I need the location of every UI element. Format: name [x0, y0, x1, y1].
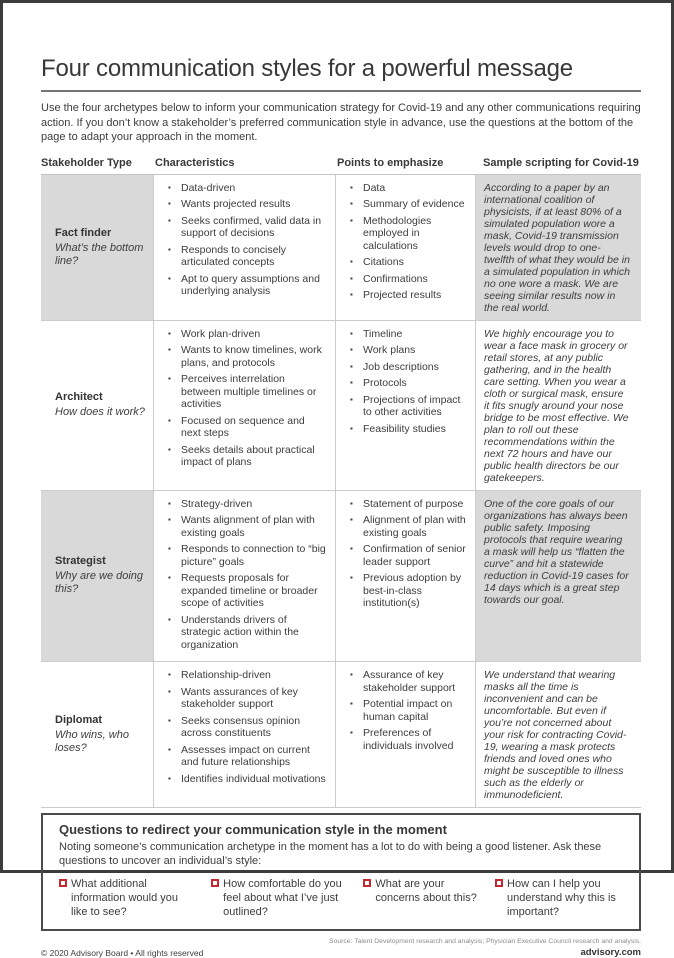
stakeholder-name: Diplomat: [55, 714, 103, 726]
question-text: How can I help you understand why this is important?: [507, 878, 616, 918]
page-content: [3, 3, 671, 931]
question-item: [495, 877, 623, 919]
bullet-item: ▪ Seeks details about practical impact of plans: [166, 444, 327, 469]
stakeholder-question: Who wins, who loses?: [55, 729, 129, 754]
points-list: [348, 498, 467, 610]
stakeholder-type-cell: [41, 662, 153, 807]
scripting-cell: One of the core goals of our organizations has always been public safety. Imposing protocols that require wearing a mask will help us “flatten the curve” and hit a statewide reduction in Covid-19 cases for 14 days which is a great step towards our goal.: [475, 491, 641, 662]
source-text: Source: Talent Development research and analysis; Physician Executive Council research and analysis.: [329, 938, 641, 945]
questions-box-subtext: Noting someone’s communication archetype in the moment has a lot to do with being a good listener. Ask these questions to uncover an individual’s style:: [59, 841, 602, 867]
bullet-item: ▪ Responds to concisely articulated concepts: [166, 244, 327, 269]
checkbox-icon: [495, 879, 503, 887]
bullet-item: ▪ Confirmation of senior leader support: [348, 543, 467, 568]
title-divider: [41, 90, 641, 92]
characteristics-list: [166, 669, 327, 785]
checkbox-icon: [363, 879, 371, 887]
scripting-cell: According to a paper by an international coalition of physicists, if at least 80% of a simulated population wore a mask, Covid-19 transmission levels would drop to one-twelfth of what they would be in a simulated population in which no one wore a mask. We are seeing similar results now in the real world.: [475, 175, 641, 320]
bullet-item: ▪ Responds to connection to “big picture” goals: [166, 543, 327, 568]
bullet-item: ▪ Assurance of key stakeholder support: [348, 669, 467, 694]
column-header-points: Points to emphasize: [337, 156, 444, 169]
bullet-item: ▪ Statement of purpose: [348, 498, 467, 511]
stakeholder-type-cell: [41, 175, 153, 320]
intro-paragraph: Use the four archetypes below to inform your communication strategy for Covid-19 and any other communications requiring action. If you don’t know a stakeholder’s preferred communication style in advance, use the questions at the bottom of the page to adapt your approach in the moment.: [41, 102, 641, 143]
points-cell: [335, 321, 475, 490]
bullet-item: ▪ Work plans: [348, 344, 467, 357]
bullet-item: ▪ Wants projected results: [166, 198, 327, 211]
table-row-fact-finder: [41, 175, 641, 321]
questions-box: [41, 813, 641, 931]
bullet-item: ▪ Projected results: [348, 289, 467, 302]
source-block: [329, 937, 641, 958]
bullet-item: ▪ Wants alignment of plan with existing goals: [166, 514, 327, 539]
bullet-item: ▪ Focused on sequence and next steps: [166, 415, 327, 440]
questions-box-heading: Questions to redirect your communication style in the moment: [59, 822, 447, 837]
stakeholder-name: Fact finder: [55, 226, 112, 239]
bullet-item: ▪ Seeks consensus opinion across constituents: [166, 715, 327, 740]
bullet-item: ▪ Data-driven: [166, 182, 327, 195]
bullet-item: ▪ Summary of evidence: [348, 198, 467, 211]
bullet-item: ▪ Wants assurances of key stakeholder support: [166, 686, 327, 711]
bullet-item: ▪ Potential impact on human capital: [348, 698, 467, 723]
question-item: [363, 877, 481, 919]
bullet-item: ▪ Work plan-driven: [166, 328, 327, 341]
bullet-item: ▪ Feasibility studies: [348, 423, 467, 436]
bullet-item: ▪ Job descriptions: [348, 361, 467, 374]
question-item: [211, 877, 349, 919]
stakeholder-question: How does it work?: [55, 406, 145, 418]
advisory-site-link[interactable]: advisory.com: [580, 947, 641, 958]
characteristics-list: [166, 328, 327, 469]
column-header-stakeholder-type: Stakeholder Type: [41, 156, 132, 169]
question-text: What additional information would you like to see?: [71, 878, 179, 918]
question-item: [59, 877, 197, 919]
stakeholder-type-cell: [41, 321, 153, 490]
points-cell: [335, 662, 475, 807]
bullet-item: ▪ Requests proposals for expanded timeline or broader scope of activities: [166, 572, 327, 610]
stakeholder-name: Strategist: [55, 555, 106, 568]
bullet-item: ▪ Preferences of individuals involved: [348, 727, 467, 752]
characteristics-cell: [153, 491, 335, 662]
bullet-item: ▪ Protocols: [348, 377, 467, 390]
bullet-item: ▪ Strategy-driven: [166, 498, 327, 511]
bullet-item: ▪ Seeks confirmed, valid data in support of decisions: [166, 215, 327, 240]
bullet-item: ▪ Timeline: [348, 328, 467, 341]
question-text: What are your concerns about this?: [375, 878, 477, 904]
bullet-item: ▪ Wants to know timelines, work plans, and protocols: [166, 344, 327, 369]
points-cell: [335, 491, 475, 662]
copyright-text: © 2020 Advisory Board • All rights reserved: [41, 948, 204, 958]
stakeholder-type-cell: [41, 491, 153, 662]
bullet-item: ▪ Identifies individual motivations: [166, 773, 327, 786]
points-list: [348, 182, 467, 302]
characteristics-cell: [153, 662, 335, 807]
bullet-item: ▪ Understands drivers of strategic action within the organization: [166, 614, 327, 652]
table-header-row: [41, 157, 641, 175]
characteristics-list: [166, 498, 327, 652]
characteristics-cell: [153, 321, 335, 490]
stakeholder-question: What’s the bottom line?: [55, 241, 144, 267]
bullet-item: ▪ Data: [348, 182, 467, 195]
column-header-scripting: Sample scripting for Covid-19: [483, 156, 639, 169]
column-header-characteristics: Characteristics: [155, 156, 235, 169]
page-footer: [3, 931, 671, 958]
checkbox-icon: [59, 879, 67, 887]
bullet-item: ▪ Relationship-driven: [166, 669, 327, 682]
checkbox-icon: [211, 879, 219, 887]
scripting-cell: We highly encourage you to wear a face mask in grocery or retail stores, at any public gathering, and in the health care setting. When you wear a cloth or surgical mask, ensure it fits snugly around your nose bridge to be most effective. We plan to roll out these recommendations within the next 72 hours and have our public health directors be our gatekeepers.: [475, 321, 641, 490]
points-list: [348, 669, 467, 752]
points-cell: [335, 175, 475, 320]
bullet-item: ▪ Citations: [348, 256, 467, 269]
scripting-cell: We understand that wearing masks all the time is inconvenient and can be uncomfortable. But even if you’re not concerned about your risk for contracting Covid-19, wearing a mask protects friends and loved ones who might be susceptible to illness such as the elderly or immunodeficient.: [475, 662, 641, 807]
bullet-item: ▪ Apt to query assumptions and underlying analysis: [166, 273, 327, 298]
table-row-diplomat: [41, 662, 641, 808]
stakeholder-question: Why are we doing this?: [55, 570, 144, 596]
bullet-item: ▪ Methodologies employed in calculations: [348, 215, 467, 253]
questions-grid: [59, 877, 623, 919]
question-text: How comfortable do you feel about what I’ve just outlined?: [223, 878, 342, 918]
points-list: [348, 328, 467, 436]
bullet-item: ▪ Confirmations: [348, 273, 467, 286]
table-row-architect: [41, 321, 641, 491]
bullet-item: ▪ Perceives interrelation between multiple timelines or activities: [166, 373, 327, 411]
bullet-item: ▪ Alignment of plan with existing goals: [348, 514, 467, 539]
bullet-item: ▪ Projections of impact to other activities: [348, 394, 467, 419]
characteristics-list: [166, 182, 327, 298]
page-title: Four communication styles for a powerful message: [41, 55, 573, 82]
table-row-strategist: [41, 491, 641, 663]
stakeholder-name: Architect: [55, 391, 103, 403]
bullet-item: ▪ Previous adoption by best-in-class institution(s): [348, 572, 467, 610]
bullet-item: ▪ Assesses impact on current and future relationships: [166, 744, 327, 769]
characteristics-cell: [153, 175, 335, 320]
